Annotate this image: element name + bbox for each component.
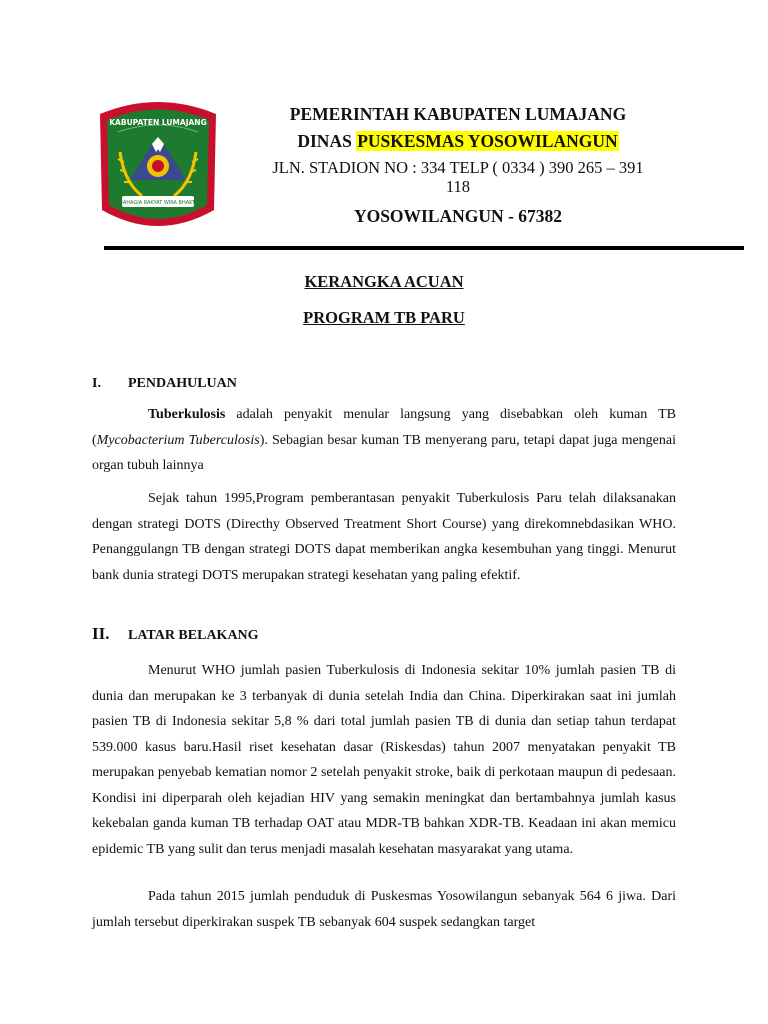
section-title: LATAR BELAKANG bbox=[128, 628, 259, 643]
section-number: I. bbox=[92, 376, 101, 391]
section-heading-1 bbox=[92, 376, 237, 392]
doc-title: KERANGKA ACUAN bbox=[304, 272, 464, 291]
logo-text: KABUPATEN LUMAJANG bbox=[109, 118, 207, 127]
section-heading-2 bbox=[92, 624, 259, 644]
logo-ribbon-text: BAHAGIA RAKYAT WIRA BHAKTI bbox=[119, 200, 197, 206]
gov-name: PEMERINTAH KABUPATEN LUMAJANG bbox=[289, 104, 627, 124]
address-line-1: JLN. STADION NO : 334 TELP ( 0334 ) 390 265 – 391 bbox=[272, 158, 644, 177]
term-italic: Mycobacterium Tuberculosis bbox=[96, 432, 260, 448]
paragraph-1 bbox=[92, 402, 676, 479]
section-number: II. bbox=[92, 624, 110, 643]
doc-subtitle: PROGRAM TB PARU bbox=[303, 308, 465, 327]
address bbox=[238, 158, 678, 196]
agency-name bbox=[238, 131, 678, 152]
paragraph-text: ). Sebagian besar kuman TB menyerang paru, tetapi dapat juga mengenai organ tubuh lainnya bbox=[92, 432, 677, 473]
paragraph-2 bbox=[92, 486, 676, 588]
term-bold: Tuberkulosis bbox=[148, 407, 226, 422]
paragraph-3 bbox=[92, 658, 676, 862]
paragraph-text: Pada tahun 2015 jumlah penduduk di Puskesmas Yosowilangun sebanyak 564 6 jiwa. Dari jumlah tersebut diperkirakan suspek TB sebanyak 604 suspek sedangkan target bbox=[92, 889, 676, 930]
header-divider bbox=[104, 246, 744, 250]
paragraph-text: Menurut WHO jumlah pasien Tuberkulosis di Indonesia sekitar 10% jumlah pasien TB di dunia dan merupakan ke 3 terbanyak di dunia setelah India dan China. Diperkirakan saat ini jumlah pasien TB di Indonesia sekitar 5,8 % dari total jumlah pasien TB di dunia dan setiap tahun terdapat 539.000 kasus baru.Hasil riset kesehatan dasar (Riskesdas) tahun 2007 menyatakan penyakit TB merupakan penyebab kematian nomor 2 setelah penyakit stroke, baik di perkotaan maupun di pedesaan. Kondisi ini diperparah oleh kejadian HIV yang semakin meningkat dan bertambahnya jumlah kasus kekebalan ganda kuman TB terhadap OAT atau MDR-TB bahkan XDR-TB. Keadaan ini akan memicu epidemic TB yang sulit dan terus menjadi masalah kesehatan masyarakat yang utama. bbox=[92, 663, 676, 857]
paragraph-text: adalah penyakit menular langsung yang disebabkan oleh kuman TB ( bbox=[92, 407, 676, 448]
agency-prefix: DINAS bbox=[297, 131, 357, 151]
city-postcode: YOSOWILANGUN - 67382 bbox=[353, 206, 563, 226]
paragraph-4 bbox=[92, 884, 676, 935]
address-line-2: 118 bbox=[445, 177, 471, 196]
agency-highlight: PUSKESMAS YOSOWILANGUN bbox=[357, 131, 618, 151]
section-title: PENDAHULUAN bbox=[128, 376, 237, 391]
kabupaten-lumajang-logo bbox=[96, 92, 220, 238]
paragraph-text: Sejak tahun 1995,Program pemberantasan penyakit Tuberkulosis Paru telah dilaksanakan dengan strategi DOTS (Directhy Observed Treatment Short Course) yang direkomnebdasikan WHO. Penanggulangn TB dengan strategi DOTS dapat memberikan angka kesembuhan yang tinggi. Menurut bank dunia strategi DOTS merupakan strategi kesehatan yang paling efektif. bbox=[92, 491, 676, 583]
